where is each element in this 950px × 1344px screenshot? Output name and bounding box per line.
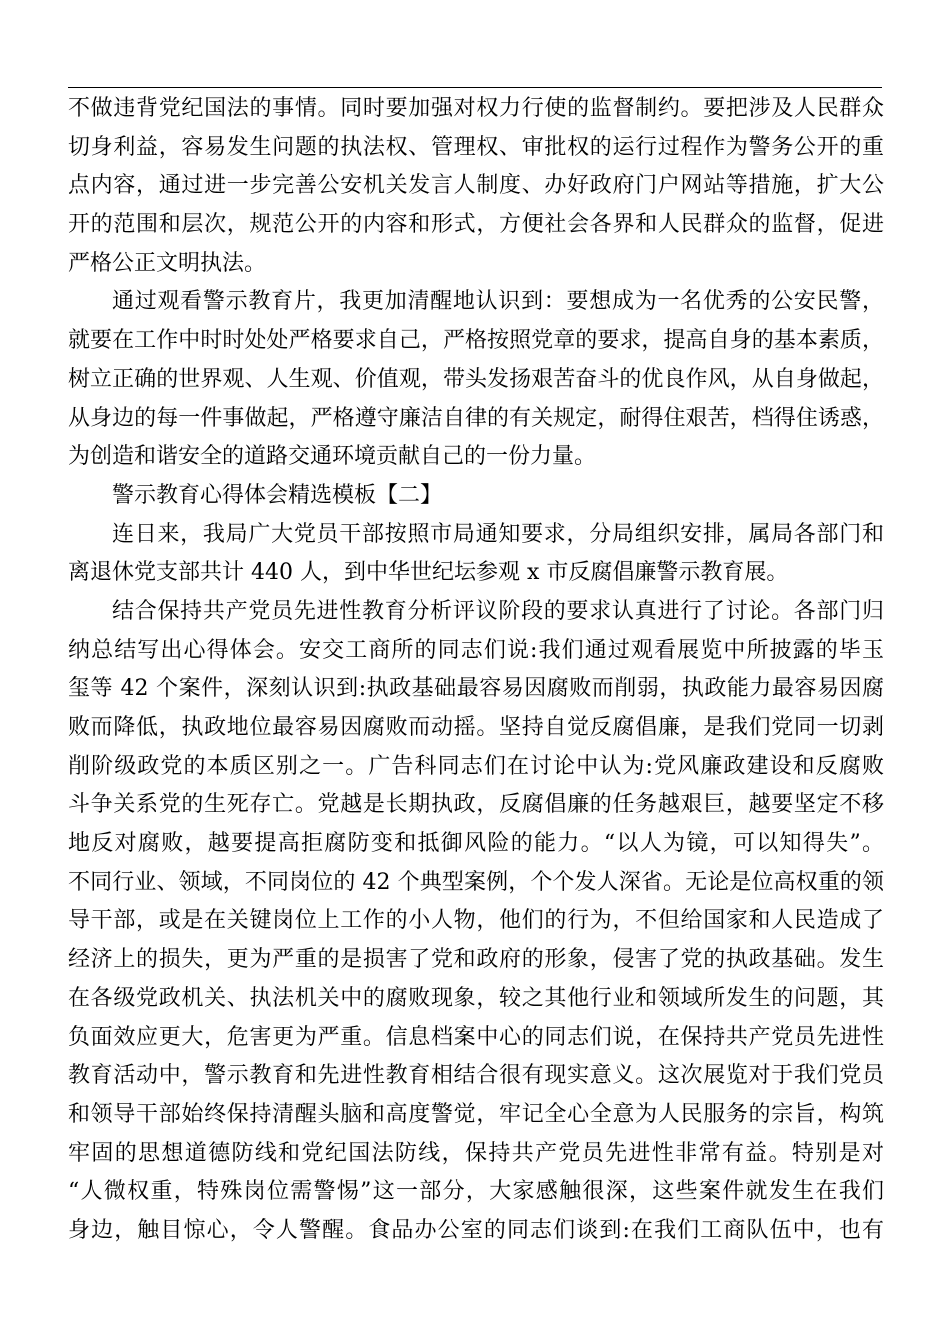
- text-line: 结合保持共产党员先进性教育分析评议阶段的要求认真进行了讨论。各部门归: [112, 598, 884, 624]
- text-line: 不做违背党纪国法的事情。同时要加强对权力行使的监督制约。要把涉及人民群众: [68, 96, 884, 121]
- text-line: 就要在工作中时时处处严格要求自己，严格按照党章的要求，提高自身的基本素质，: [68, 328, 884, 354]
- text-line: 牢固的思想道德防线和党纪国法防线，保持共产党员先进性非常有益。特别是对: [68, 1140, 884, 1166]
- text-line: 导干部，或是在关键岗位上工作的小人物，他们的行为，不但给国家和人民造成了: [68, 908, 884, 934]
- document-body: [68, 90, 884, 1251]
- text-line: 玺等 42 个案件，深刻认识到:执政基础最容易因腐败而削弱，执政能力最容易因腐: [68, 676, 884, 702]
- text-line: 警示教育心得体会精选模板【二】: [112, 482, 443, 508]
- text-line: 连日来，我局广大党员干部按照市局通知要求，分局组织安排，属局各部门和: [112, 521, 884, 547]
- text-line: 从身边的每一件事做起，严格遵守廉洁自律的有关规定，耐得住艰苦，档得住诱惑，: [68, 405, 884, 431]
- text-line: 和领导干部始终保持清醒头脑和高度警觉，牢记全心全意为人民服务的宗旨，构筑: [68, 1101, 884, 1127]
- text-line: 树立正确的世界观、人生观、价值观，带头发扬艰苦奋斗的优良作风，从自身做起，: [68, 366, 884, 392]
- text-line: 开的范围和层次，规范公开的内容和形式，方便社会各界和人民群众的监督，促进: [68, 212, 884, 238]
- header-rule: [68, 87, 882, 88]
- text-line: 在各级党政机关、执法机关中的腐败现象，较之其他行业和领域所发生的问题，其: [68, 985, 884, 1011]
- text-line: 为创造和谐安全的道路交通环境贡献自己的一份力量。: [68, 444, 597, 470]
- text-line: 离退休党支部共计 440 人，到中华世纪坛参观 x 市反腐倡廉警示教育展。: [68, 560, 789, 586]
- text-line: “人微权重，特殊岗位需警惕”这一部分，大家感触很深，这些案件就发生在我们: [68, 1179, 884, 1205]
- text-line: 通过观看警示教育片，我更加清醒地认识到：要想成为一名优秀的公安民警，: [112, 289, 884, 315]
- text-line: 点内容，通过进一步完善公安机关发言人制度、办好政府门户网站等措施，扩大公: [68, 173, 884, 199]
- text-line: 教育活动中，警示教育和先进性教育相结合很有现实意义。这次展览对于我们党员: [68, 1063, 884, 1089]
- text-line: 经济上的损失，更为严重的是损害了党和政府的形象，侵害了党的执政基础。发生: [68, 947, 884, 973]
- text-line: 身边，触目惊心，令人警醒。食品办公室的同志们谈到:在我们工商队伍中，也有: [68, 1217, 884, 1243]
- text-line: 削阶级政党的本质区别之一。广告科同志们在讨论中认为:党风廉政建设和反腐败: [68, 753, 884, 779]
- text-line: 切身利益，容易发生问题的执法权、管理权、审批权的运行过程作为警务公开的重: [68, 134, 884, 160]
- text-line: 败而降低，执政地位最容易因腐败而动摇。坚持自觉反腐倡廉，是我们党同一切剥: [68, 715, 884, 740]
- text-line: 纳总结写出心得体会。安交工商所的同志们说:我们通过观看展览中所披露的毕玉: [68, 637, 884, 663]
- text-line: 负面效应更大，危害更为严重。信息档案中心的同志们说，在保持共产党员先进性: [68, 1024, 884, 1050]
- text-line: 不同行业、领域，不同岗位的 42 个典型案例，个个发人深省。无论是位高权重的领: [68, 869, 884, 895]
- text-line: 严格公正文明执法。: [68, 250, 267, 276]
- text-line: 斗争关系党的生死存亡。党越是长期执政，反腐倡廉的任务越艰巨，越要坚定不移: [68, 792, 884, 818]
- text-line: 地反对腐败，越要提高拒腐防变和抵御风险的能力。“以人为镜，可以知得失”。: [68, 831, 884, 857]
